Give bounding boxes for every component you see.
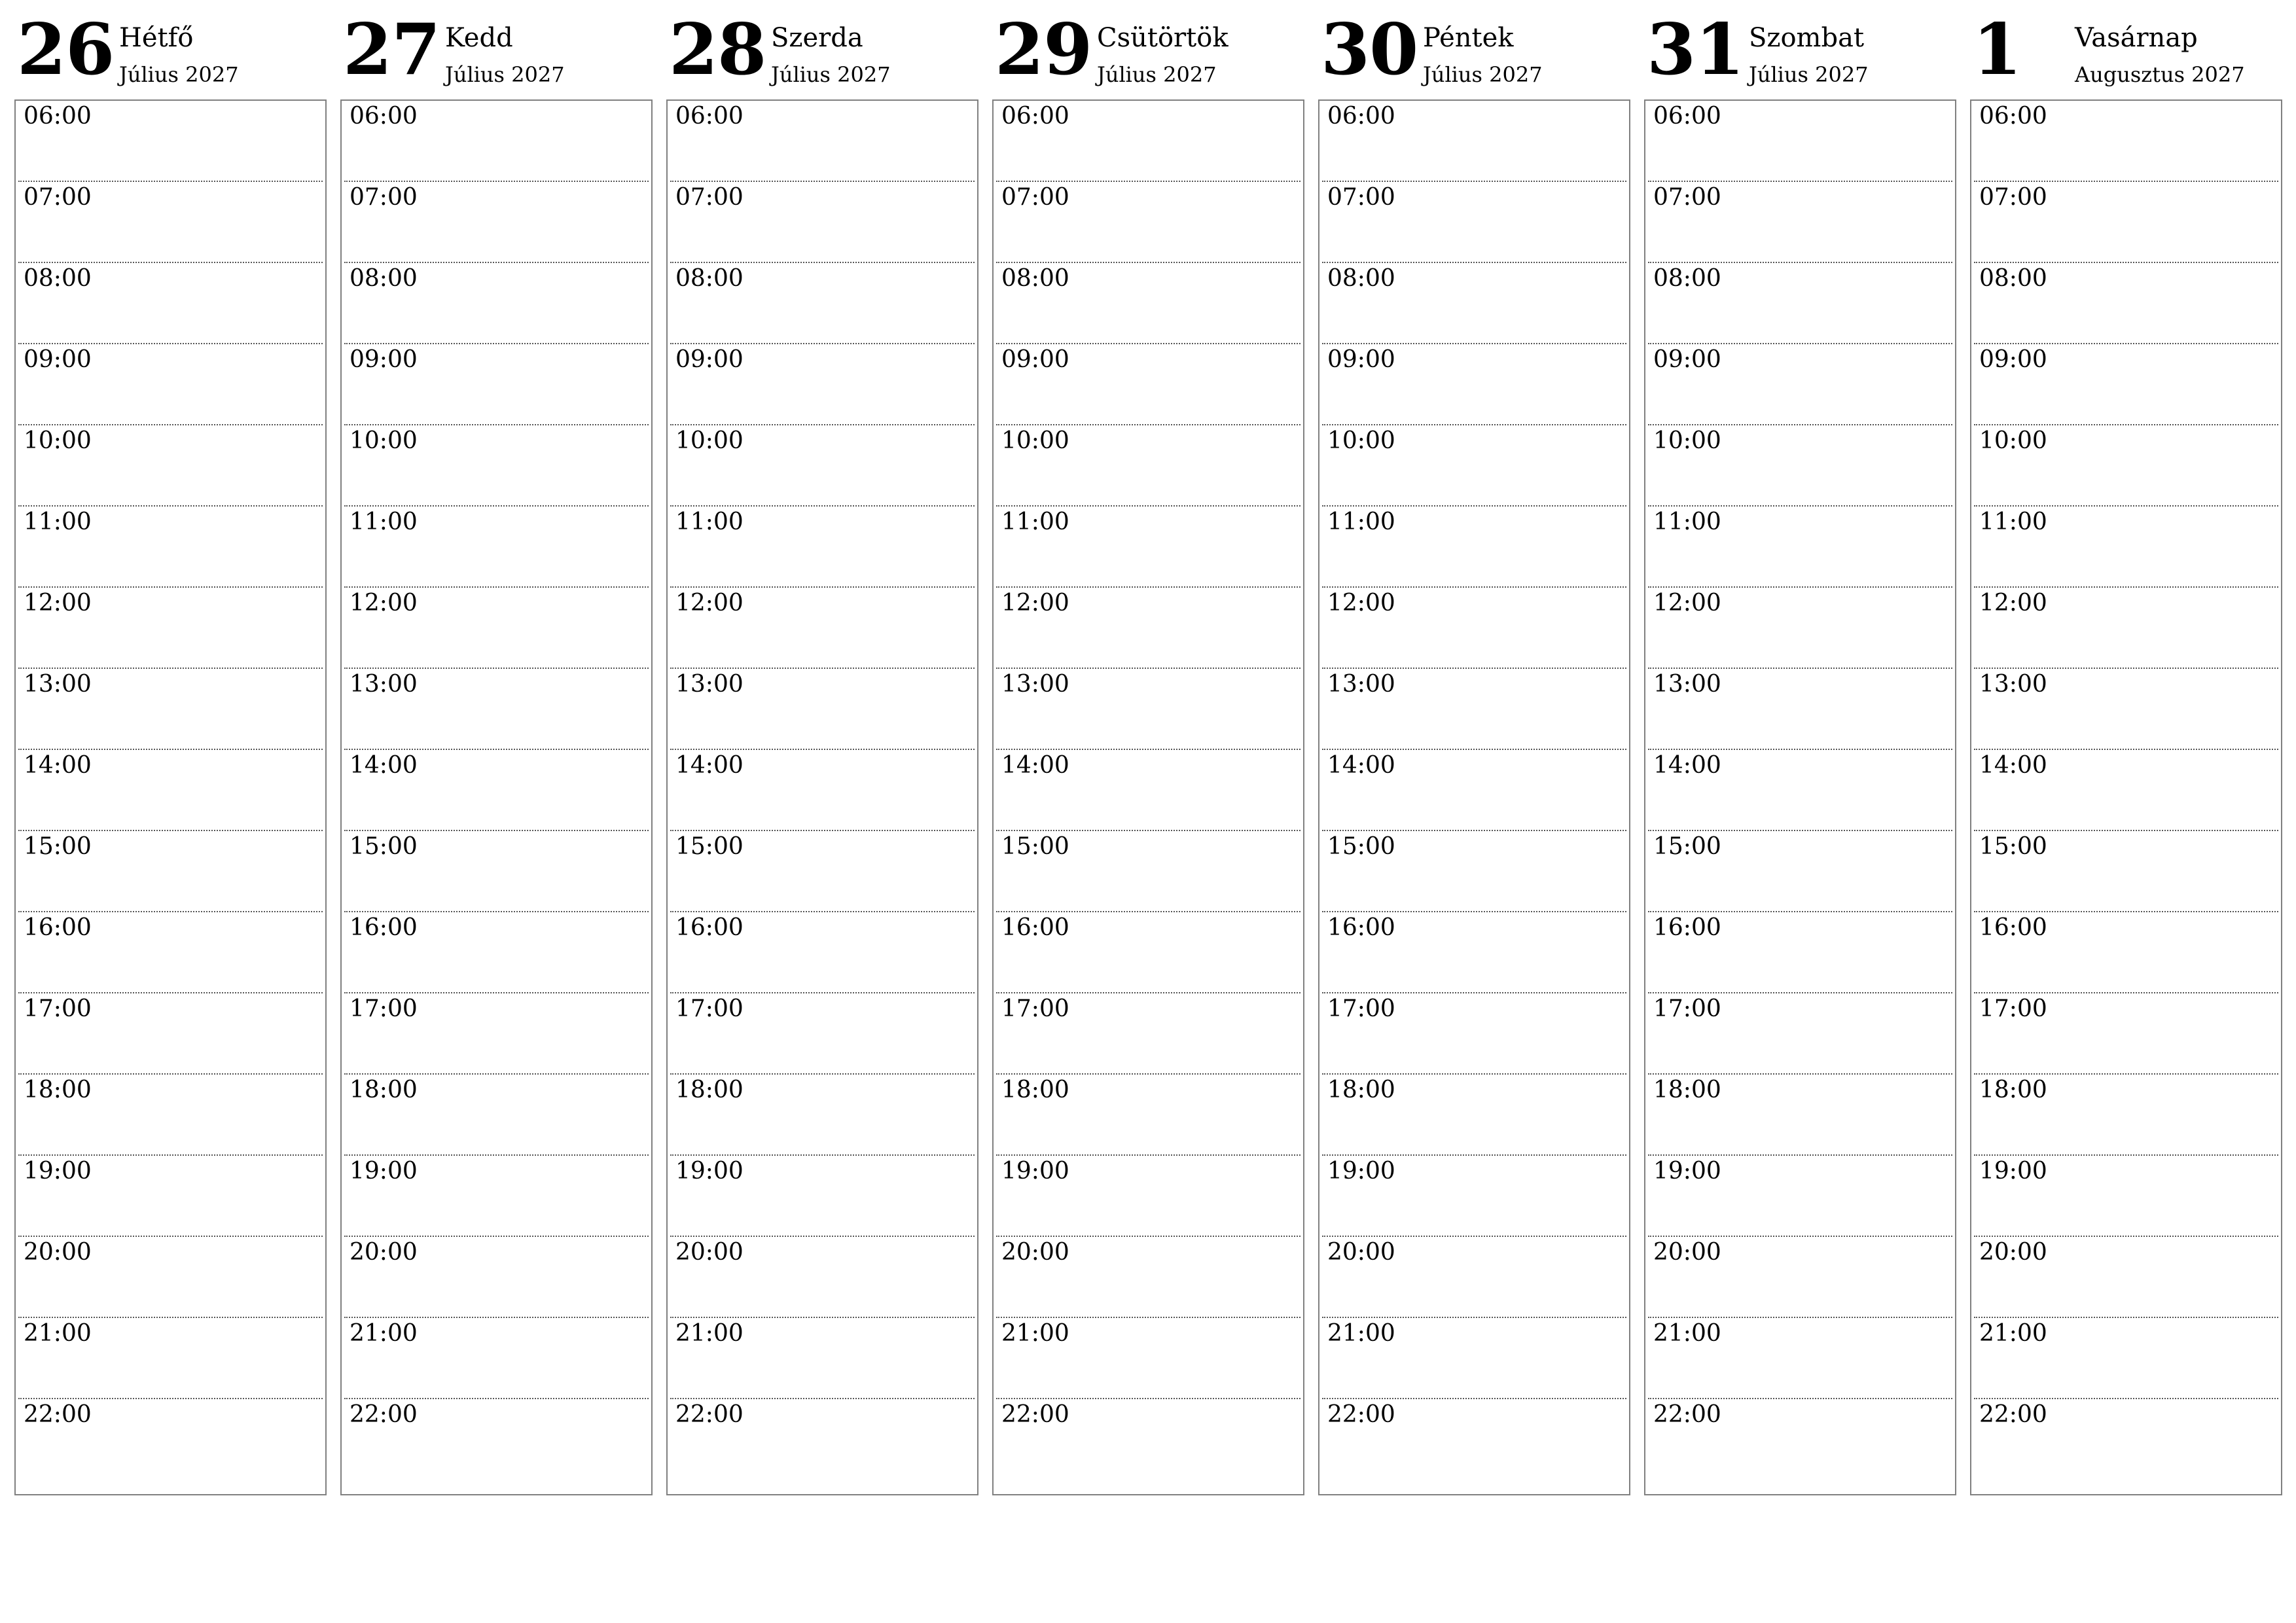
hour-label: 15:00 (350, 833, 418, 860)
hour-slot[interactable] (1322, 588, 1626, 669)
hour-label: 15:00 (1653, 833, 1721, 860)
hour-slot[interactable] (344, 912, 649, 993)
hour-slot[interactable] (1974, 1156, 2278, 1237)
hour-label: 14:00 (1327, 752, 1395, 779)
hour-label: 18:00 (1979, 1077, 2047, 1103)
hour-slot[interactable] (670, 1318, 975, 1399)
day-name: Csütörtök (1097, 23, 1229, 53)
hour-label: 18:00 (1653, 1077, 1721, 1103)
hour-slot[interactable] (1322, 669, 1626, 750)
hour-slot[interactable] (996, 1075, 1300, 1156)
hour-label: 09:00 (675, 346, 744, 373)
hour-slot[interactable] (1648, 182, 1952, 263)
hour-label: 20:00 (1653, 1239, 1721, 1266)
hour-label: 06:00 (1327, 103, 1395, 130)
hour-label: 06:00 (1979, 103, 2047, 130)
hour-label: 14:00 (1001, 752, 1069, 779)
hour-slot[interactable] (18, 425, 323, 507)
day-month: Július 2027 (119, 62, 239, 87)
hour-slot[interactable] (18, 1399, 323, 1489)
day-column (1318, 0, 1630, 1428)
hour-slot[interactable] (1322, 1237, 1626, 1318)
hour-slot[interactable] (344, 263, 649, 344)
hour-label: 20:00 (1327, 1239, 1395, 1266)
hour-slot[interactable] (18, 182, 323, 263)
hour-slot[interactable] (1648, 1075, 1952, 1156)
hour-slot[interactable] (996, 101, 1300, 182)
hour-slot[interactable] (18, 588, 323, 669)
hour-label: 14:00 (24, 752, 92, 779)
hour-slot[interactable] (670, 344, 975, 425)
hour-label: 20:00 (675, 1239, 744, 1266)
hour-label: 10:00 (24, 427, 92, 454)
day-schedule-box (1644, 99, 1956, 1495)
hour-slot[interactable] (344, 831, 649, 912)
hour-slot[interactable] (18, 1156, 323, 1237)
hour-label: 19:00 (1979, 1158, 2047, 1185)
hour-label: 10:00 (1001, 427, 1069, 454)
day-column (1644, 0, 1956, 1428)
hour-label: 21:00 (1979, 1320, 2047, 1347)
day-month: Július 2027 (445, 62, 565, 87)
hour-slot[interactable] (1322, 831, 1626, 912)
hour-label: 20:00 (350, 1239, 418, 1266)
hour-label: 19:00 (350, 1158, 418, 1185)
day-column (14, 0, 327, 1428)
hour-slot[interactable] (18, 101, 323, 182)
hour-slot[interactable] (996, 263, 1300, 344)
hour-label: 15:00 (675, 833, 744, 860)
hour-label: 09:00 (1979, 346, 2047, 373)
day-number: 30 (1321, 9, 1418, 91)
hour-slot[interactable] (1974, 912, 2278, 993)
hour-slot[interactable] (670, 750, 975, 831)
day-name: Hétfő (119, 23, 194, 53)
hour-slot[interactable] (1322, 912, 1626, 993)
hour-slot[interactable] (996, 912, 1300, 993)
day-header (1644, 0, 1956, 99)
hour-slot[interactable] (670, 831, 975, 912)
hour-slot[interactable] (18, 1237, 323, 1318)
hour-slot[interactable] (996, 993, 1300, 1075)
hour-slot[interactable] (1974, 182, 2278, 263)
day-month: Július 2027 (1749, 62, 1869, 87)
hour-label: 12:00 (1327, 590, 1395, 616)
day-column (992, 0, 1304, 1428)
hour-label: 21:00 (675, 1320, 744, 1347)
day-schedule-box (1970, 99, 2282, 1495)
hour-slot[interactable] (1648, 1318, 1952, 1399)
hour-slot[interactable] (996, 1318, 1300, 1399)
hour-slot[interactable] (1974, 750, 2278, 831)
hour-label: 21:00 (24, 1320, 92, 1347)
hour-label: 20:00 (1979, 1239, 2047, 1266)
hour-slot[interactable] (18, 831, 323, 912)
day-header (1318, 0, 1630, 99)
hour-slot[interactable] (1648, 1399, 1952, 1489)
hour-label: 19:00 (1327, 1158, 1395, 1185)
hour-slot[interactable] (670, 1237, 975, 1318)
hour-slot[interactable] (344, 1156, 649, 1237)
hour-label: 13:00 (350, 671, 418, 698)
day-month: Július 2027 (1423, 62, 1543, 87)
hour-label: 08:00 (1653, 265, 1721, 292)
day-number: 1 (1973, 9, 2022, 91)
hour-slot[interactable] (1648, 750, 1952, 831)
hour-slot[interactable] (344, 507, 649, 588)
day-schedule-box (1318, 99, 1630, 1495)
hour-label: 08:00 (24, 265, 92, 292)
hour-label: 16:00 (1979, 914, 2047, 941)
hour-slot[interactable] (1648, 101, 1952, 182)
hour-label: 15:00 (1979, 833, 2047, 860)
hour-slot[interactable] (1322, 1318, 1626, 1399)
hour-label: 09:00 (350, 346, 418, 373)
hour-slot[interactable] (996, 425, 1300, 507)
hour-label: 20:00 (24, 1239, 92, 1266)
hour-label: 16:00 (1653, 914, 1721, 941)
hour-label: 21:00 (1327, 1320, 1395, 1347)
hour-label: 21:00 (1001, 1320, 1069, 1347)
hour-slot[interactable] (18, 750, 323, 831)
hour-label: 17:00 (24, 995, 92, 1022)
hour-slot[interactable] (1648, 831, 1952, 912)
hour-label: 17:00 (1979, 995, 2047, 1022)
hour-slot[interactable] (1974, 344, 2278, 425)
hour-label: 15:00 (1001, 833, 1069, 860)
hour-label: 11:00 (1327, 508, 1395, 535)
hour-slot[interactable] (1974, 1075, 2278, 1156)
hour-slot[interactable] (1974, 831, 2278, 912)
hour-slot[interactable] (344, 1237, 649, 1318)
hour-label: 10:00 (1653, 427, 1721, 454)
day-column (340, 0, 653, 1428)
day-month: Augusztus 2027 (2075, 62, 2245, 87)
hour-label: 07:00 (1327, 184, 1395, 211)
hour-slot[interactable] (1974, 425, 2278, 507)
hour-slot[interactable] (18, 912, 323, 993)
hour-slot[interactable] (996, 669, 1300, 750)
day-name: Péntek (1423, 23, 1514, 53)
hour-slot[interactable] (18, 993, 323, 1075)
hour-label: 17:00 (1001, 995, 1069, 1022)
hour-slot[interactable] (1648, 507, 1952, 588)
hour-slot[interactable] (996, 1156, 1300, 1237)
hour-slot[interactable] (344, 993, 649, 1075)
hour-label: 22:00 (1327, 1401, 1395, 1428)
hour-slot[interactable] (344, 344, 649, 425)
hour-slot[interactable] (344, 1318, 649, 1399)
hour-label: 06:00 (24, 103, 92, 130)
hour-slot[interactable] (996, 831, 1300, 912)
hour-label: 13:00 (1327, 671, 1395, 698)
hour-label: 10:00 (1979, 427, 2047, 454)
day-header (992, 0, 1304, 99)
hour-slot[interactable] (996, 182, 1300, 263)
hour-slot[interactable] (1322, 1156, 1626, 1237)
hour-label: 22:00 (350, 1401, 418, 1428)
day-number: 27 (343, 9, 440, 91)
hour-label: 10:00 (350, 427, 418, 454)
hour-label: 16:00 (1001, 914, 1069, 941)
hour-label: 11:00 (675, 508, 744, 535)
hour-label: 21:00 (1653, 1320, 1721, 1347)
hour-slot[interactable] (670, 101, 975, 182)
hour-label: 17:00 (1653, 995, 1721, 1022)
hour-slot[interactable] (344, 182, 649, 263)
hour-slot[interactable] (1648, 344, 1952, 425)
hour-slot[interactable] (18, 669, 323, 750)
hour-slot[interactable] (1648, 425, 1952, 507)
hour-label: 15:00 (1327, 833, 1395, 860)
hour-label: 13:00 (24, 671, 92, 698)
hour-slot[interactable] (670, 1399, 975, 1489)
hour-slot[interactable] (344, 750, 649, 831)
hour-slot[interactable] (670, 182, 975, 263)
day-column (1970, 0, 2282, 1428)
hour-label: 12:00 (1979, 590, 2047, 616)
hour-slot[interactable] (996, 1237, 1300, 1318)
hour-slot[interactable] (1974, 263, 2278, 344)
hour-label: 07:00 (24, 184, 92, 211)
day-name: Szerda (771, 23, 863, 53)
hour-slot[interactable] (996, 588, 1300, 669)
hour-label: 22:00 (1001, 1401, 1069, 1428)
hour-slot[interactable] (1648, 1237, 1952, 1318)
hour-label: 16:00 (1327, 914, 1395, 941)
hour-slot[interactable] (1322, 1399, 1626, 1489)
hour-label: 19:00 (1001, 1158, 1069, 1185)
hour-label: 06:00 (1001, 103, 1069, 130)
hour-slot[interactable] (1974, 507, 2278, 588)
hour-label: 11:00 (24, 508, 92, 535)
hour-label: 06:00 (1653, 103, 1721, 130)
hour-label: 12:00 (1653, 590, 1721, 616)
hour-slot[interactable] (996, 1399, 1300, 1489)
hour-slot[interactable] (344, 1075, 649, 1156)
hour-label: 07:00 (1979, 184, 2047, 211)
hour-label: 08:00 (350, 265, 418, 292)
hour-slot[interactable] (18, 1318, 323, 1399)
hour-label: 13:00 (1653, 671, 1721, 698)
hour-slot[interactable] (1322, 750, 1626, 831)
hour-label: 18:00 (350, 1077, 418, 1103)
hour-slot[interactable] (1974, 993, 2278, 1075)
day-name: Kedd (445, 23, 513, 53)
hour-label: 16:00 (350, 914, 418, 941)
hour-slot[interactable] (1974, 1237, 2278, 1318)
hour-label: 06:00 (350, 103, 418, 130)
hour-slot[interactable] (344, 588, 649, 669)
day-schedule-box (666, 99, 978, 1495)
hour-slot[interactable] (1648, 912, 1952, 993)
hour-label: 19:00 (675, 1158, 744, 1185)
hour-slot[interactable] (670, 507, 975, 588)
hour-slot[interactable] (996, 750, 1300, 831)
hour-slot[interactable] (1322, 425, 1626, 507)
hour-label: 18:00 (1001, 1077, 1069, 1103)
hour-label: 09:00 (24, 346, 92, 373)
hour-label: 11:00 (1979, 508, 2047, 535)
hour-label: 09:00 (1327, 346, 1395, 373)
day-schedule-box (992, 99, 1304, 1495)
day-header (1970, 0, 2282, 99)
hour-label: 13:00 (1001, 671, 1069, 698)
hour-slot[interactable] (670, 263, 975, 344)
hour-label: 22:00 (1653, 1401, 1721, 1428)
hour-label: 19:00 (1653, 1158, 1721, 1185)
hour-slot[interactable] (1974, 101, 2278, 182)
hour-slot[interactable] (1974, 669, 2278, 750)
hour-label: 22:00 (675, 1401, 744, 1428)
day-header (340, 0, 653, 99)
hour-label: 17:00 (350, 995, 418, 1022)
hour-label: 21:00 (350, 1320, 418, 1347)
hour-label: 20:00 (1001, 1239, 1069, 1266)
hour-slot[interactable] (1322, 263, 1626, 344)
hour-label: 18:00 (1327, 1077, 1395, 1103)
hour-slot[interactable] (1322, 1075, 1626, 1156)
hour-label: 17:00 (675, 995, 744, 1022)
hour-label: 16:00 (24, 914, 92, 941)
hour-slot[interactable] (996, 507, 1300, 588)
hour-slot[interactable] (344, 1399, 649, 1489)
hour-slot[interactable] (670, 425, 975, 507)
hour-slot[interactable] (18, 507, 323, 588)
hour-label: 16:00 (675, 914, 744, 941)
day-name: Szombat (1749, 23, 1865, 53)
hour-label: 07:00 (675, 184, 744, 211)
hour-label: 08:00 (1327, 265, 1395, 292)
hour-label: 13:00 (1979, 671, 2047, 698)
hour-slot[interactable] (344, 669, 649, 750)
hour-label: 06:00 (675, 103, 744, 130)
hour-label: 19:00 (24, 1158, 92, 1185)
day-schedule-box (14, 99, 327, 1495)
hour-label: 13:00 (675, 671, 744, 698)
hour-label: 14:00 (1653, 752, 1721, 779)
day-header (14, 0, 327, 99)
hour-label: 11:00 (1001, 508, 1069, 535)
hour-slot[interactable] (1648, 588, 1952, 669)
hour-label: 22:00 (24, 1401, 92, 1428)
hour-label: 10:00 (1327, 427, 1395, 454)
day-schedule-box (340, 99, 653, 1495)
day-number: 29 (995, 9, 1092, 91)
hour-label: 12:00 (675, 590, 744, 616)
hour-label: 12:00 (350, 590, 418, 616)
hour-slot[interactable] (1648, 263, 1952, 344)
hour-slot[interactable] (1322, 993, 1626, 1075)
hour-label: 07:00 (1001, 184, 1069, 211)
day-month: Július 2027 (771, 62, 891, 87)
hour-slot[interactable] (1322, 101, 1626, 182)
hour-label: 11:00 (1653, 508, 1721, 535)
day-number: 28 (669, 9, 766, 91)
hour-slot[interactable] (1322, 182, 1626, 263)
hour-label: 08:00 (1979, 265, 2047, 292)
hour-slot[interactable] (18, 263, 323, 344)
hour-slot[interactable] (1974, 1318, 2278, 1399)
hour-slot[interactable] (670, 669, 975, 750)
hour-slot[interactable] (1322, 344, 1626, 425)
hour-slot[interactable] (670, 1075, 975, 1156)
hour-label: 14:00 (350, 752, 418, 779)
hour-slot[interactable] (18, 1075, 323, 1156)
hour-slot[interactable] (1648, 993, 1952, 1075)
hour-slot[interactable] (1648, 669, 1952, 750)
day-number: 26 (17, 9, 115, 91)
hour-label: 07:00 (350, 184, 418, 211)
hour-label: 11:00 (350, 508, 418, 535)
hour-slot[interactable] (670, 993, 975, 1075)
hour-label: 08:00 (1001, 265, 1069, 292)
hour-label: 09:00 (1001, 346, 1069, 373)
hour-slot[interactable] (1322, 507, 1626, 588)
hour-slot[interactable] (344, 425, 649, 507)
hour-slot[interactable] (18, 344, 323, 425)
hour-label: 17:00 (1327, 995, 1395, 1022)
hour-label: 08:00 (675, 265, 744, 292)
day-column (666, 0, 978, 1428)
hour-label: 12:00 (24, 590, 92, 616)
hour-label: 09:00 (1653, 346, 1721, 373)
hour-label: 18:00 (675, 1077, 744, 1103)
hour-label: 07:00 (1653, 184, 1721, 211)
hour-label: 15:00 (24, 833, 92, 860)
day-month: Július 2027 (1097, 62, 1217, 87)
hour-slot[interactable] (344, 101, 649, 182)
hour-slot[interactable] (670, 588, 975, 669)
hour-slot[interactable] (1974, 588, 2278, 669)
hour-label: 12:00 (1001, 590, 1069, 616)
hour-slot[interactable] (670, 912, 975, 993)
hour-label: 14:00 (1979, 752, 2047, 779)
hour-label: 10:00 (675, 427, 744, 454)
day-number: 31 (1647, 9, 1744, 91)
day-header (666, 0, 978, 99)
hour-label: 22:00 (1979, 1401, 2047, 1428)
hour-slot[interactable] (670, 1156, 975, 1237)
hour-slot[interactable] (996, 344, 1300, 425)
hour-label: 14:00 (675, 752, 744, 779)
hour-slot[interactable] (1974, 1399, 2278, 1489)
hour-label: 18:00 (24, 1077, 92, 1103)
hour-slot[interactable] (1648, 1156, 1952, 1237)
day-name: Vasárnap (2075, 23, 2198, 53)
